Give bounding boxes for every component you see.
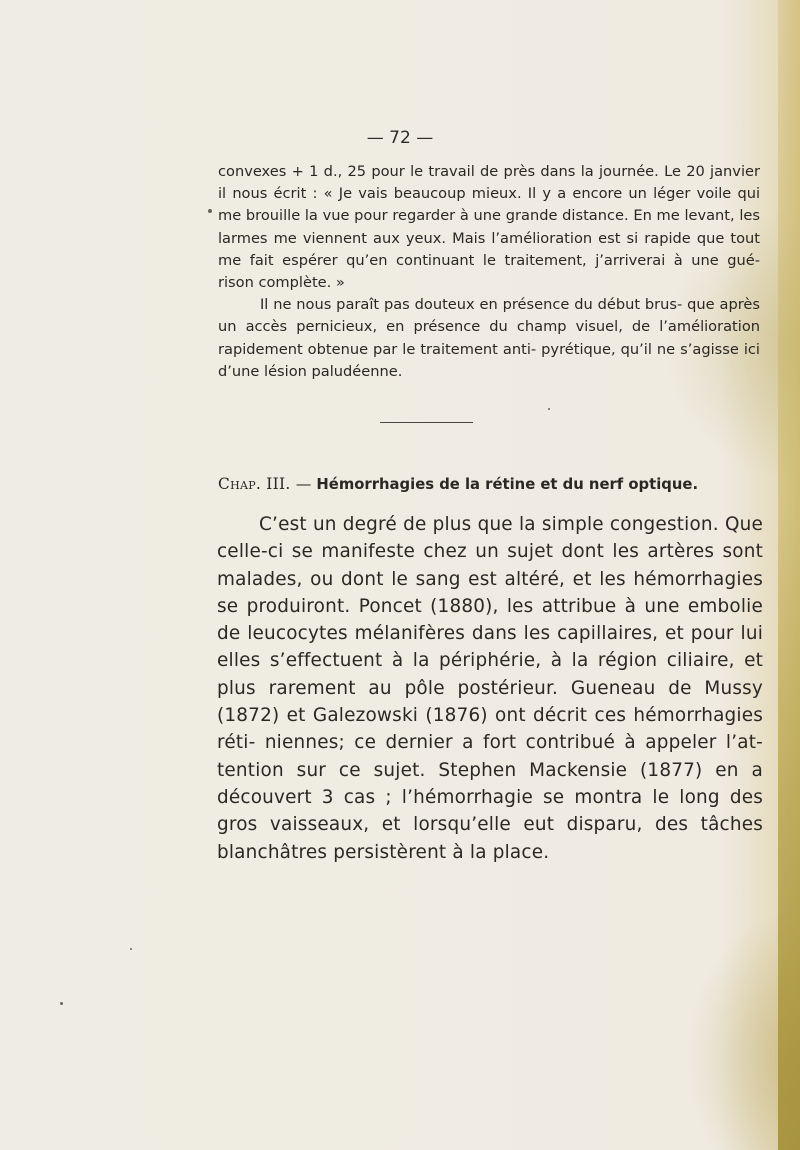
text-line: Que celle-ci se manifeste chez un sujet dont les	[217, 514, 763, 563]
text-line: périphérie, à la région ciliaire, et plus rarement au	[217, 650, 763, 699]
text-line: dans les capillaires, et pour lui elles s’effectuent à la	[217, 623, 764, 672]
text-line: C’est un degré de plus que la simple congestion.	[259, 514, 719, 535]
paper-speck	[548, 408, 550, 410]
text-line: tention sur ce sujet. Stephen Mackensie (1877) en	[217, 759, 739, 781]
paragraph-continued	[218, 161, 760, 294]
paragraph-hemorrhages	[217, 511, 763, 866]
top-text-block	[218, 161, 760, 383]
page-edge-stain	[778, 0, 800, 1150]
paragraph-conclusion	[218, 294, 760, 383]
text-line: que après un accès pernicieux, en présence du champ visuel,	[218, 296, 760, 336]
section-divider	[380, 422, 473, 423]
text-line: aux yeux. Mais l’amélioration est si rapide que tout me fait	[218, 229, 760, 269]
chapter-heading	[218, 475, 778, 493]
text-line: pyrétique, qu’il ne s’agisse ici d’une lésion paludéenne.	[218, 340, 760, 380]
main-text-block	[217, 511, 763, 866]
text-line: espérer qu’en continuant le traitement, j’arriverai à une gué-	[282, 251, 760, 269]
text-line: a encore un léger voile qui me brouille la vue pour regarder	[218, 185, 761, 225]
text-line: a découvert 3 cas ; l’hémorrhagie se montra le	[217, 759, 763, 808]
text-line: de l’amélioration rapidement obtenue par le traitement anti-	[218, 318, 761, 358]
chapter-label: Chap. III. —	[218, 475, 312, 493]
paper-speck	[208, 209, 212, 213]
text-line: rison complète. »	[218, 274, 345, 292]
text-line: les hémorrhagies se produiront. Poncet (1880), les	[217, 568, 764, 617]
text-line: attribue à une embolie de leucocytes mélanifères	[217, 595, 764, 645]
text-line: des tâches blanchâtres persistèrent à la place.	[217, 814, 764, 863]
paper-speck	[60, 1002, 63, 1005]
text-line: Galezowski (1876) ont décrit ces hémorrhagies réti-	[217, 705, 764, 754]
text-line: à une grande distance. En me levant, les larmes me viennent	[218, 207, 761, 247]
text-line: convexes + 1 d., 25 pour le travail de près dans la journée.	[218, 163, 659, 180]
chapter-title: Hémorrhagies de la rétine et du nerf optique.	[316, 476, 699, 493]
text-line: artères sont malades, ou dont le sang est altéré, et	[217, 541, 764, 590]
text-line: Le 20 janvier il nous écrit : « Je vais beaucoup mieux. Il y	[218, 163, 760, 203]
text-line: long des gros vaisseaux, et lorsqu’elle eut disparu,	[217, 786, 763, 836]
text-line: niennes; ce dernier a fort contribué à appeler l’at-	[264, 732, 764, 754]
paper-speck	[130, 948, 132, 950]
text-line: pôle postérieur. Gueneau de Mussy (1872) et	[217, 677, 763, 727]
page-number: — 72 —	[366, 128, 434, 148]
text-line: Il ne nous paraît pas douteux en présence du début brus-	[260, 296, 683, 314]
